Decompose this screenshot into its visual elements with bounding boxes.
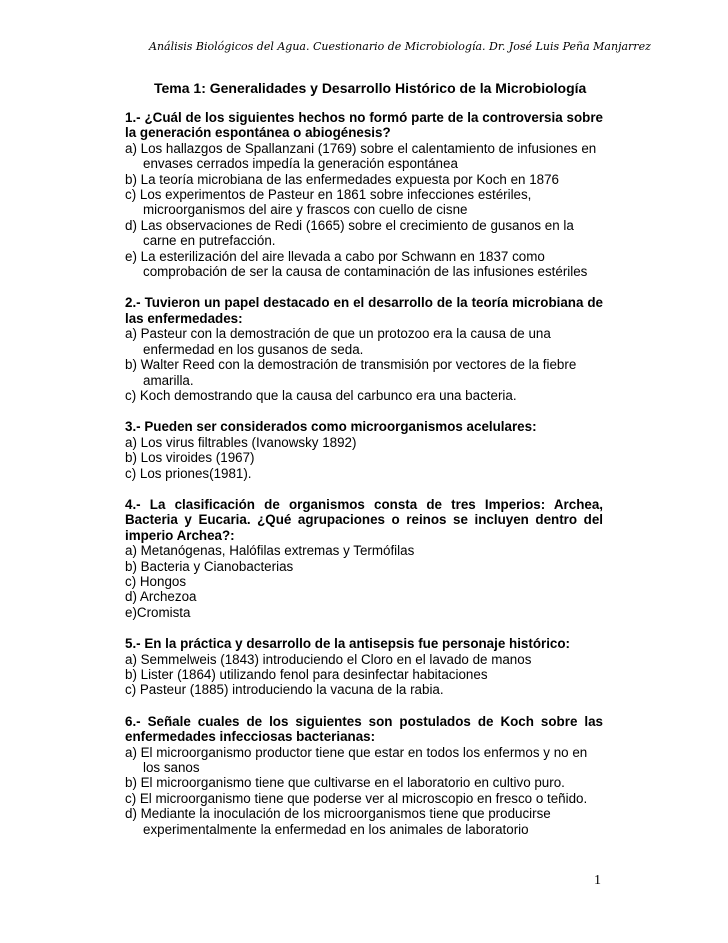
answer-option: d) Mediante la inoculación de los microorganismos tiene que producirse experimentalmente la enfermedad en los animales de laboratorio	[125, 806, 551, 837]
answer-option: d) Archezoa	[125, 589, 197, 605]
answer-options	[125, 543, 603, 620]
answer-option: c) Hongos	[125, 573, 187, 589]
answer-option: b) El microorganismo tiene que cultivarse en el laboratorio en cultivo puro.	[125, 775, 565, 791]
answer-options	[125, 652, 603, 698]
answer-options	[125, 141, 603, 280]
page-title: Tema 1: Generalidades y Desarrollo Histórico de la Microbiología	[154, 80, 587, 96]
answer-options	[125, 745, 603, 837]
question-6	[125, 714, 603, 837]
question-text: 4.- La clasificación de organismos consta de tres Imperios: Archea, Bacteria y Eucaria. ¿Qué agrupaciones o reinos se incluyen dentro del imperio Archea?:	[125, 496, 603, 543]
answer-option: b) Lister (1864) utilizando fenol para desinfectar habitaciones	[125, 667, 488, 682]
answer-option: b) Bacteria y Cianobacterias	[125, 558, 294, 574]
question-text: 2.- Tuvieron un papel destacado en el desarrollo de la teoría microbiana de las enfermedades:	[125, 295, 603, 326]
answer-options	[125, 326, 603, 403]
answer-option: b) Los viroides (1967)	[125, 450, 255, 466]
question-5	[125, 636, 603, 698]
answer-option: a) El microorganismo productor tiene que estar en todos los enfermos y no en los sanos	[125, 744, 588, 776]
answer-option: c) Los experimentos de Pasteur en 1861 sobre infecciones estériles, microorganismos del aire y frascos con cuello de cisne	[125, 187, 532, 218]
answer-option: c) Los priones(1981).	[125, 465, 252, 481]
answer-option: a) Pasteur con la demostración de que un protozoo era la causa de una enfermedad en los gusanos de seda.	[125, 326, 551, 357]
answer-option: a) Semmelweis (1843) introduciendo el Cloro en el lavado de manos	[125, 651, 532, 667]
running-header: Análisis Biológicos del Agua. Cuestionario de Microbiología. Dr. José Luis Peña Manjarrez	[149, 40, 651, 53]
answer-option: c) El microorganismo tiene que poderse ver al microscopio en fresco o teñido.	[125, 790, 588, 806]
answer-option: b) Walter Reed con la demostración de transmisión por vectores de la fiebre amarilla.	[125, 357, 577, 388]
answer-option: a) Metanógenas, Halófilas extremas y Termófilas	[125, 543, 415, 559]
question-2	[125, 295, 603, 403]
page-number: 1	[594, 873, 601, 888]
answer-option: c) Pasteur (1885) introduciendo la vacuna de la rabia.	[125, 682, 444, 698]
answer-option: a) Los virus filtrables (Ivanowsky 1892)	[125, 434, 357, 450]
question-text: 5.- En la práctica y desarrollo de la antisepsis fue personaje histórico:	[125, 636, 571, 652]
answer-option: c) Koch demostrando que la causa del carbunco era una bacteria.	[125, 387, 517, 403]
question-4	[125, 497, 603, 620]
question-3	[125, 419, 603, 481]
questionnaire	[125, 110, 603, 853]
answer-option: a) Los hallazgos de Spallanzani (1769) sobre el calentamiento de infusiones en envases cerrados impedía la generación espontánea	[125, 140, 597, 172]
question-text: 3.- Pueden ser considerados como microorganismos acelulares:	[125, 419, 537, 435]
answer-option: b) La teoría microbiana de las enfermedades expuesta por Koch en 1876	[125, 171, 559, 187]
answer-option: e) La esterilización del aire llevada a cabo por Schwann en 1837 como comprobación de ser la causa de contaminación de las infusiones estériles	[125, 248, 588, 280]
question-text: 1.- ¿Cuál de los siguientes hechos no formó parte de la controversia sobre la generación espontánea o abiogénesis?	[125, 110, 603, 141]
answer-options	[125, 435, 603, 481]
answer-option: e)Cromista	[125, 604, 191, 620]
answer-option: d) Las observaciones de Redi (1665) sobre el crecimiento de gusanos en la carne en putrefacción.	[125, 217, 574, 249]
question-text: 6.- Señale cuales de los siguientes son postulados de Koch sobre las enfermedades infecciosas bacterianas:	[125, 713, 603, 745]
question-1	[125, 110, 603, 279]
